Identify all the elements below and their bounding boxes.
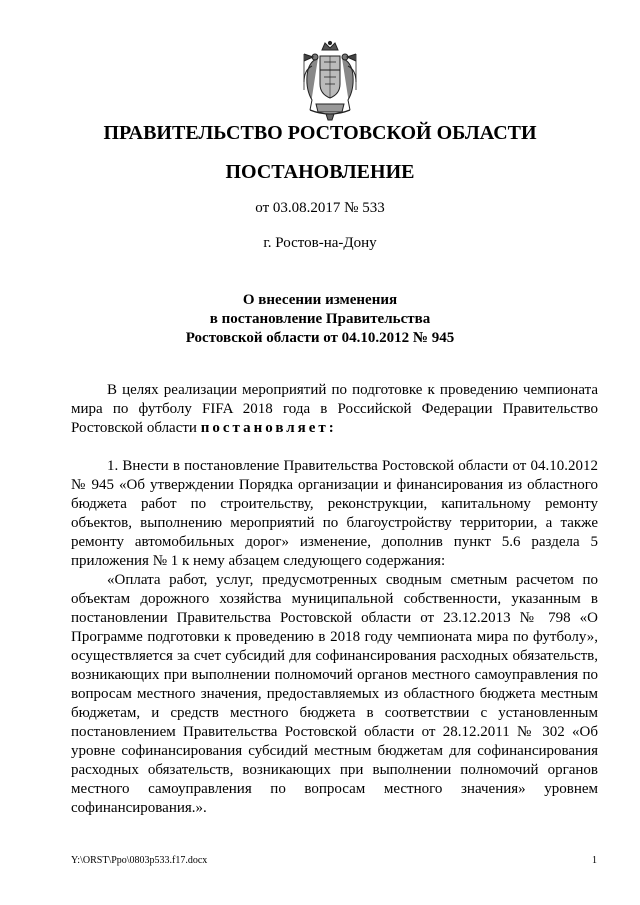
subject-line: Ростовской области от 04.10.2012 № 945: [185, 330, 455, 346]
preamble-text: В целях реализации мероприятий по подготовке к проведению чемпионата мира по футболу FIFA 2018 года в Российской Федерации Правительство Ростовской области: [71, 382, 598, 436]
decree-subject: [0, 291, 640, 348]
footer-file-path: Y:\ORST\Ppo\0803p533.f17.docx: [71, 855, 208, 866]
subject-line: в постановление Правительства: [209, 311, 431, 327]
subject-line: О внесении изменения: [242, 292, 398, 308]
city-line: г. Ростов-на-Дону: [263, 235, 377, 251]
government-title: ПРАВИТЕЛЬСТВО РОСТОВСКОЙ ОБЛАСТИ: [103, 122, 537, 144]
quoted-paragraph: «Оплата работ, услуг, предусмотренных сводным сметным расчетом по объектам дорожного хозяйства муниципальной собственности, указанным в постановлении Правительства Ростовской области от 23.12.2013 № 798 «О Программе подготовки к проведению в 2018 году чемпионата мира по футболу», осуществляется за счет субсидий для софинансирования расходных обязательств, возникающих при выполнении полномочий органов местного самоуправления по вопросам местного значения, предоставляемых из областного бюджета местным бюджетам, и средств местного бюджета в соответствии с установленным постановлением Правительства Ростовской области от 28.12.2011 № 302 «Об уровне софинансирования субсидий местным бюджетам для софинансирования расходных обязательств, возникающих при выполнении полномочий органов местного самоуправления по вопросам местного значения» уровнем софинансирования.».: [71, 572, 598, 816]
document-type-title: ПОСТАНОВЛЕНИЕ: [225, 161, 415, 183]
resolves-word: постановляет:: [200, 420, 337, 436]
decree-body: [71, 381, 598, 818]
item-1-paragraph: 1. Внести в постановление Правительства Ростовской области от 04.10.2012 № 945 «Об утверждении Порядка организации и финансирования из областного бюджета работ по строительству, реконструкции, капитальному ремонту объектов, выполнению мероприятий по благоустройству территории, а также ремонту автомобильных дорог» изменение, дополнив пункт 5.6 раздела 5 приложения № 1 к нему абзацем следующего содержания:: [71, 458, 598, 569]
rostov-coat-of-arms-icon: [298, 40, 362, 122]
preamble-paragraph: [71, 381, 598, 438]
date-number-line: от 03.08.2017 № 533: [255, 200, 385, 216]
footer-page-number: 1: [592, 855, 597, 866]
